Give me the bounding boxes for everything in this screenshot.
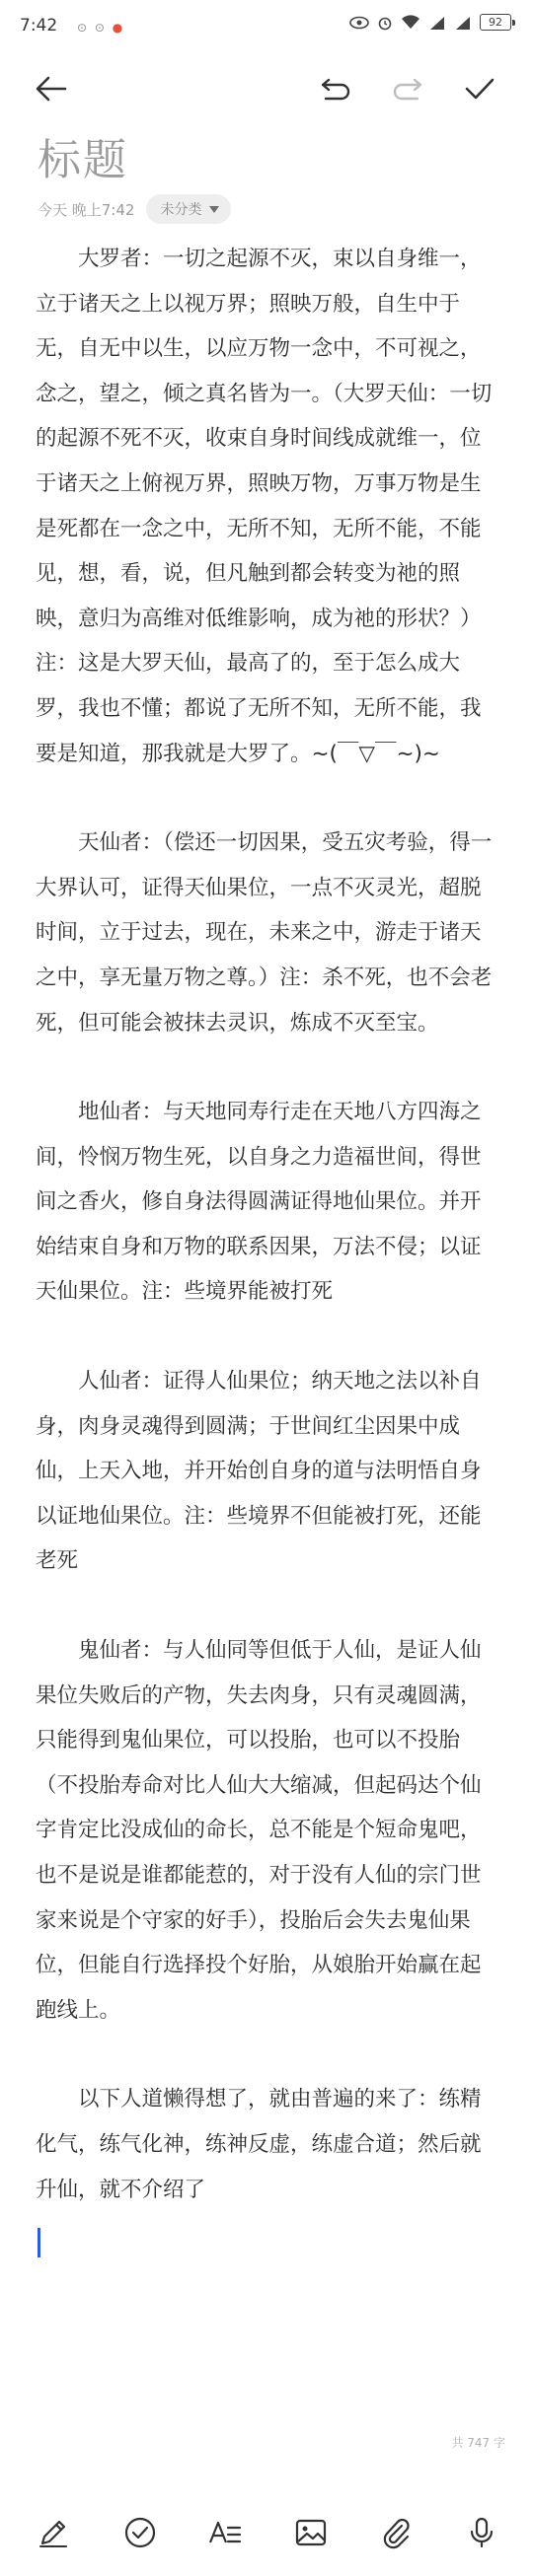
notification-alert-icon: ● [112, 21, 125, 35]
note-paragraph: 地仙者：与天地同寿行走在天地八方四海之间，怜悯万物生死，以自身之力造福世间，得世间之香火，修自身法得圆满证得地仙果位。并开始结束自身和万物的联系因果，万法不侵；以证天仙果位。注：些境界能被打死 [36, 1100, 482, 1305]
category-dropdown[interactable] [146, 194, 231, 224]
note-date: 今天 晚上7:42 [38, 200, 135, 219]
text-format-button[interactable] [203, 2511, 247, 2554]
char-count: 共 747 字 [451, 2436, 505, 2450]
battery-icon [480, 14, 515, 31]
wifi-icon [401, 15, 420, 30]
status-bar [0, 0, 533, 55]
editor-toolbar [0, 57, 533, 116]
check-circle-icon [123, 2516, 157, 2549]
voice-input-button[interactable] [460, 2511, 503, 2554]
alarm-icon [377, 15, 393, 31]
undo-icon [320, 75, 351, 103]
bottom-toolbar [0, 2497, 533, 2576]
note-paragraph: 天仙者：（偿还一切因果，受五灾考验，得一大界认可，证得天仙果位，一点不灭灵光，超脱时间，立于过去，现在，未来之中，游走于诸天之中，享无量万物之尊。）注：杀不死，也不会老死，但可能会被抹去灵识，炼成不灭至宝。 [36, 830, 493, 1036]
insert-image-button[interactable] [289, 2511, 333, 2554]
pen-icon [37, 2516, 70, 2549]
paperclip-icon [380, 2516, 414, 2549]
notification-icons [77, 21, 124, 35]
microphone-icon [465, 2516, 498, 2549]
note-body[interactable] [36, 237, 499, 2257]
save-button[interactable] [460, 69, 499, 108]
handwriting-button[interactable] [32, 2511, 75, 2554]
status-icons [349, 14, 515, 31]
status-time: 7:42 [20, 16, 58, 36]
note-title[interactable]: 标题 [38, 135, 128, 185]
battery-level: 92 [489, 16, 502, 29]
image-icon [294, 2516, 328, 2549]
undo-button[interactable] [316, 69, 355, 108]
arrow-left-icon [36, 75, 67, 103]
note-paragraph: 大罗者：一切之起源不灭，束以自身维一，立于诸天之上以视万界；照映万般，自生中于无，自无中以生，以应万物一念中，不可视之，念之，望之，倾之真名皆为一。（大罗天仙：一切的起源不死不灭，收束自身时间线成就维一，位于诸天之上俯视万界，照映万物，万事万物是生是死都在一念之中，无所不知，无所不能，不能见，想，看，说，但凡触到都会转变为祂的照映，意归为高维对低维影响，成为祂的形状？）注：这是大罗天仙，最高了的，至于怎么成大罗，我也不懂；都说了无所不知，无所不能，我要是知道，那我就是大罗了。~(￣▽￣~)~ [36, 247, 493, 766]
text-format-icon [207, 2516, 243, 2549]
redo-icon [392, 75, 423, 103]
attachment-button[interactable] [375, 2511, 419, 2554]
note-meta [38, 194, 231, 224]
back-button[interactable] [32, 69, 71, 108]
notification-dots: ⊙ ⊙ [77, 21, 107, 35]
text-cursor [38, 2228, 40, 2257]
category-label: 未分类 [160, 202, 202, 218]
check-icon [464, 75, 495, 103]
note-paragraph: 以下人道懒得想了，就由普遍的来了：练精化气，练气化神，练神反虚，练虚合道；然后就升仙，就不介绍了 [36, 2087, 482, 2202]
redo-button[interactable] [388, 69, 427, 108]
triangle-down-icon [209, 206, 219, 213]
eye-icon [349, 16, 369, 30]
signal-icon-1 [428, 16, 446, 30]
checklist-button[interactable] [118, 2511, 162, 2554]
signal-icon-2 [454, 16, 472, 30]
note-paragraph: 鬼仙者：与人仙同等但低于人仙，是证人仙果位失败后的产物，失去肉身，只有灵魂圆满，只能得到鬼仙果位，可以投胎，也可以不投胎（不投胎寿命对比人仙大大缩减，但起码达个仙字肯定比没成仙的命长，总不能是个短命鬼吧，也不是说是谁都能惹的，对于没有人仙的宗门世家来说是个守家的好手），投胎后会失去鬼仙果位，但能自行选择投个好胎，从娘胎开始赢在起跑线上。 [36, 1638, 482, 2023]
note-paragraph: 人仙者：证得人仙果位；纳天地之法以补自身，肉身灵魂得到圆满；于世间红尘因果中成仙，上天入地，并开始创自身的道与法明悟自身以证地仙果位。注：些境界不但能被打死，还能老死 [36, 1369, 482, 1574]
